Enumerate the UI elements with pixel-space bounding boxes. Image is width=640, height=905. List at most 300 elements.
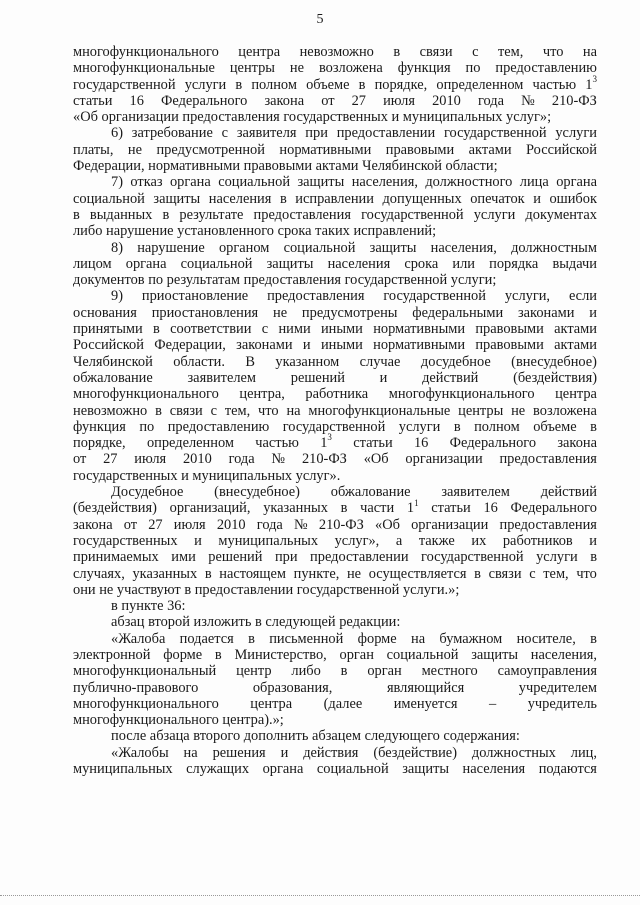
word: $1^3$ [585,73,597,93]
word: по [465,60,481,77]
word: указанных [132,565,198,582]
text-line: документов по результатам предоставления государственной услуги; [73,272,497,289]
word: принятыми [73,321,143,338]
word: в [162,206,170,223]
word: центра, [239,386,285,403]
word: при [274,549,298,566]
text-line [73,432,597,452]
word: защиты [369,239,417,256]
word: государственной [361,206,464,223]
word: услуги [473,206,516,223]
word: осуществляется [368,565,467,582]
word: населения, [430,239,497,256]
word: предусмотрены [301,304,398,321]
word: органом [218,239,270,256]
text-line [73,745,597,761]
word: обжалование [330,484,411,501]
word: электронной [73,646,151,663]
word: закона [264,92,305,109]
word: являющийся [386,679,465,696]
word: законами [236,337,293,354]
word: частью [255,435,299,452]
word: социальной [73,190,145,207]
text-line [73,761,597,777]
word: ошибок [549,190,597,207]
word: защиты [402,761,450,778]
text-line [73,321,597,337]
word: платы, [73,141,114,158]
word: основания [73,304,137,321]
word: от [321,92,335,109]
document-body [73,44,597,777]
word: в [393,44,401,60]
word: решений [208,549,263,566]
word: законами [517,304,575,321]
word: лица [519,174,549,191]
word: в [155,402,162,419]
word: в [73,206,80,223]
word: $1^3$ [320,432,332,452]
word: от [73,451,87,468]
word: образования, [252,679,333,696]
word: – [489,695,497,712]
word: Челябинской [73,353,153,370]
word: либо [291,663,321,680]
word: социальной [386,646,459,663]
word: функция [397,60,451,77]
word: населения [462,761,526,778]
word: защиты [153,190,201,207]
word: приостановления [151,304,259,321]
word: должностных [471,744,556,761]
word: работников [502,532,573,549]
word: и [194,532,202,549]
word: в [204,565,212,582]
text-line: в пункте 36: [111,598,186,615]
word: многофункциональный [73,663,217,680]
word: года [477,92,504,109]
word: действий [540,484,597,501]
word: на [582,44,597,60]
text-line [73,484,597,500]
word: полном [251,76,297,93]
word: услуги [184,76,227,93]
text-line [73,191,597,207]
word: невозможно [299,44,374,60]
word: статьи [73,92,113,109]
word: не [127,141,143,158]
word: № [521,92,535,109]
word: Федерального [510,500,597,517]
word: в [248,630,255,647]
word: порядка [489,255,539,272]
word: 6) [111,125,123,142]
word: обжалование [73,369,153,386]
word: населения [327,255,391,272]
word: центр [236,663,272,680]
word: на [411,630,426,647]
word: «Об [375,516,400,533]
text-line [73,93,597,109]
word: в [453,418,461,435]
word: (внесудебное) [511,353,597,370]
word: самоуправления [497,663,597,680]
word: населения, [351,174,418,191]
word: тем, [224,402,251,419]
text-line [73,419,597,435]
word: если [568,288,597,305]
word: государственных [73,532,178,549]
word: года [228,451,255,468]
word: с [529,565,536,582]
word: актами [468,141,512,158]
word: государственной [73,76,176,93]
word: иными [320,337,363,354]
word: Российской [73,337,144,354]
word: объеме [306,76,350,93]
word: орган [339,646,374,663]
word: тем, [543,565,569,582]
word: социальной [316,761,389,778]
word: при [305,125,328,142]
word: статьи [353,435,393,452]
word: на [286,402,301,419]
word: объеме [533,418,577,435]
word: публично-правового [73,679,199,696]
word: центра [238,44,281,60]
word: в [279,190,287,207]
word: центры [458,402,504,419]
word: 210-ФЗ [551,92,597,109]
word: «Об [363,451,389,468]
word: части [360,500,395,517]
word: с [472,44,479,60]
word: 16 [413,435,429,452]
text-line [73,60,597,76]
word: правовыми [385,141,455,158]
word: июля [134,451,167,468]
superscript: 3 [592,73,597,84]
word: частью [532,76,577,93]
word: Федерального [161,92,248,109]
word: лиц, [570,744,597,761]
word: «Жалобы [111,744,169,761]
word: июля [383,92,415,109]
word: 7) [111,174,123,191]
word: государственной [421,549,524,566]
word: государственной [282,418,386,435]
text-line [73,370,597,386]
word: невозможно [73,402,148,419]
word: 210-ФЗ [301,451,347,468]
text-line [73,44,597,60]
word: муниципальных [218,532,319,549]
word: предоставления [499,451,597,468]
word: статьи [431,500,471,517]
word: в [590,630,597,647]
word: 210-ФЗ [318,516,364,533]
word: случае [359,353,401,370]
text-line [73,240,597,256]
word: с [221,125,229,142]
word: (внесудебное) [214,484,300,501]
word: указанных [263,500,328,517]
word: решения [212,744,266,761]
word: года [256,516,283,533]
text-line [73,125,597,141]
word: действия [303,744,359,761]
text-line [73,207,597,223]
word: в [340,663,348,680]
word: связи [169,402,203,419]
text-line [73,631,597,647]
word: форме [163,646,203,663]
word: принимаемых [73,549,159,566]
word: связи [488,565,522,582]
word: допущенных [382,190,462,207]
text-line: Федерации, нормативными правовыми актами Челябинской области; [73,158,498,175]
word: возложена [533,402,597,419]
word: многофункционального [73,44,219,60]
text-line: многофункционального центра).»; [73,712,284,729]
word: должностным [511,239,597,256]
word: № [293,516,308,533]
word: результате [179,206,244,223]
text-line: государственных и муниципальных услуг». [73,467,341,484]
word: актами [554,321,597,338]
word: функция [73,418,126,435]
word: актами [554,337,597,354]
word: в [590,549,597,566]
word: предоставлении [310,549,409,566]
word: услуг», [334,532,380,549]
text-line [73,288,597,304]
word: подается [179,630,234,647]
text-line [73,517,597,533]
word: нормативными [373,337,466,354]
word: заявителем [441,484,510,501]
text-line [73,451,597,467]
word: многофункционального [73,386,219,403]
word: федеральными [412,304,504,321]
superscript: 3 [327,432,332,443]
word: защиты [297,174,345,191]
word: работника [305,386,369,403]
word: услуги [536,549,578,566]
word: Российской [526,141,597,158]
word: закона [73,516,113,533]
word: определенном [146,435,234,452]
word: многофункционального [73,695,219,712]
word: 2010 [432,92,461,109]
word: 2010 [182,451,212,468]
word: 9) [111,288,123,305]
word: нарушение [137,239,205,256]
word: предоставления [499,516,597,533]
text-line [73,549,597,565]
word: досудебное [420,353,491,370]
word: служащих [186,761,250,778]
word: иными [320,321,363,338]
word: услуги [555,125,597,142]
word: защиты [266,255,314,272]
word: 16 [483,500,498,517]
word: социальной [283,239,356,256]
word: местного [421,663,478,680]
word: 27 [103,451,118,468]
word: центра [555,386,597,403]
superscript: 1 [414,497,419,508]
word: (бездействие) [373,744,457,761]
word: заявителя [236,125,297,142]
word: или [452,255,475,272]
word: и [379,369,388,386]
word: также [418,532,455,549]
word: именуется [393,695,458,712]
word: предоставлению [495,60,597,77]
word: многофункционального [388,386,535,403]
word: многофункциональные [73,60,215,77]
word: отказ [130,174,163,191]
text-line [73,647,597,663]
word: многофункциональные [308,402,451,419]
word: В [245,353,255,370]
word: муниципальных [73,761,173,778]
word: не [289,60,305,77]
text-line [73,566,597,582]
word: порядке, [73,435,126,452]
word: государственной [444,125,547,142]
word: орган [367,663,402,680]
word: социальной [218,174,291,191]
word: центры [229,60,275,77]
word: лицом [73,255,112,272]
word: носителе, [516,630,576,647]
word: в [474,565,481,582]
word: срока [404,255,439,272]
word: населения, [530,646,597,663]
word: предоставлении [336,125,436,142]
word: ними [278,321,311,338]
text-line: либо нарушение установленного срока таких исправлений; [73,223,437,240]
text-line [73,497,597,517]
page-number: 5 [316,12,324,27]
text-line [73,696,597,712]
word: на [183,744,198,761]
word: с [261,321,269,338]
text-line: после абзаца второго дополнить абзацем следующего содержания: [111,728,520,745]
text-line: «Об организации предоставления государственных и муниципальных услуг»; [73,109,552,126]
word: органа [125,255,167,272]
word: выданных [89,206,153,223]
word: заявителем [187,369,257,386]
word: Министерство, [234,646,327,663]
word: их [471,532,487,549]
word: возложена [318,60,383,77]
word: выдачи [552,255,597,272]
word: с [210,402,217,419]
word: связи [419,44,453,60]
word: в [153,321,160,338]
word: организации [411,516,489,533]
word: и [302,337,311,354]
text-line: абзац второй изложить в следующей редакции: [111,614,401,631]
word: населения [208,190,272,207]
word: 27 [351,92,366,109]
word: 27 [148,516,163,533]
word: $1^1$ [406,497,419,517]
word: учредителем [518,679,597,696]
word: нормативными [373,321,466,338]
word: что [258,402,279,419]
word: в [358,76,366,93]
word: 16 [129,92,144,109]
word: порядке, [374,76,428,93]
word: июля [173,516,206,533]
page-bottom-edge [0,895,640,897]
word: Федерального [449,435,537,452]
word: от [123,516,138,533]
word: предоставления [267,288,365,305]
word: не [511,402,526,419]
word: по [139,418,155,435]
word: тем, [497,44,524,60]
word: не [346,565,362,582]
word: и [589,304,597,321]
word: письменной [269,630,344,647]
word: «Жалоба [111,630,166,647]
word: и [589,532,597,549]
word: органа [169,174,211,191]
word: а [395,532,403,549]
word: в [214,646,222,663]
text-line [73,663,597,679]
word: 2010 [216,516,246,533]
word: органа [262,761,304,778]
word: соответствии [170,321,252,338]
text-line [73,256,597,272]
word: (бездействия) [513,369,597,386]
text-line [73,680,597,696]
text-line [73,142,597,158]
word: указанном [275,353,340,370]
word: правовыми [475,337,544,354]
word: приостановление [141,288,249,305]
word: и [280,744,289,761]
word: и [533,190,541,207]
word: организации [405,451,483,468]
word: документах [525,206,597,223]
word: (бездействия) [73,500,157,517]
word: должностного [425,174,513,191]
word: предоставлению [167,418,270,435]
word: услуги, [504,288,551,305]
word: затребование [131,125,213,142]
word: правовыми [475,321,544,338]
word: в [590,418,597,435]
word: государственной [383,288,486,305]
word: решений [290,369,345,386]
text-line [73,533,597,549]
text-line [73,73,597,93]
word: пункте, [293,565,340,582]
word: что [542,44,564,60]
word: в [340,500,348,517]
word: что [576,565,597,582]
text-line [73,403,597,419]
word: определенном [436,76,524,93]
word: бумажном [439,630,503,647]
